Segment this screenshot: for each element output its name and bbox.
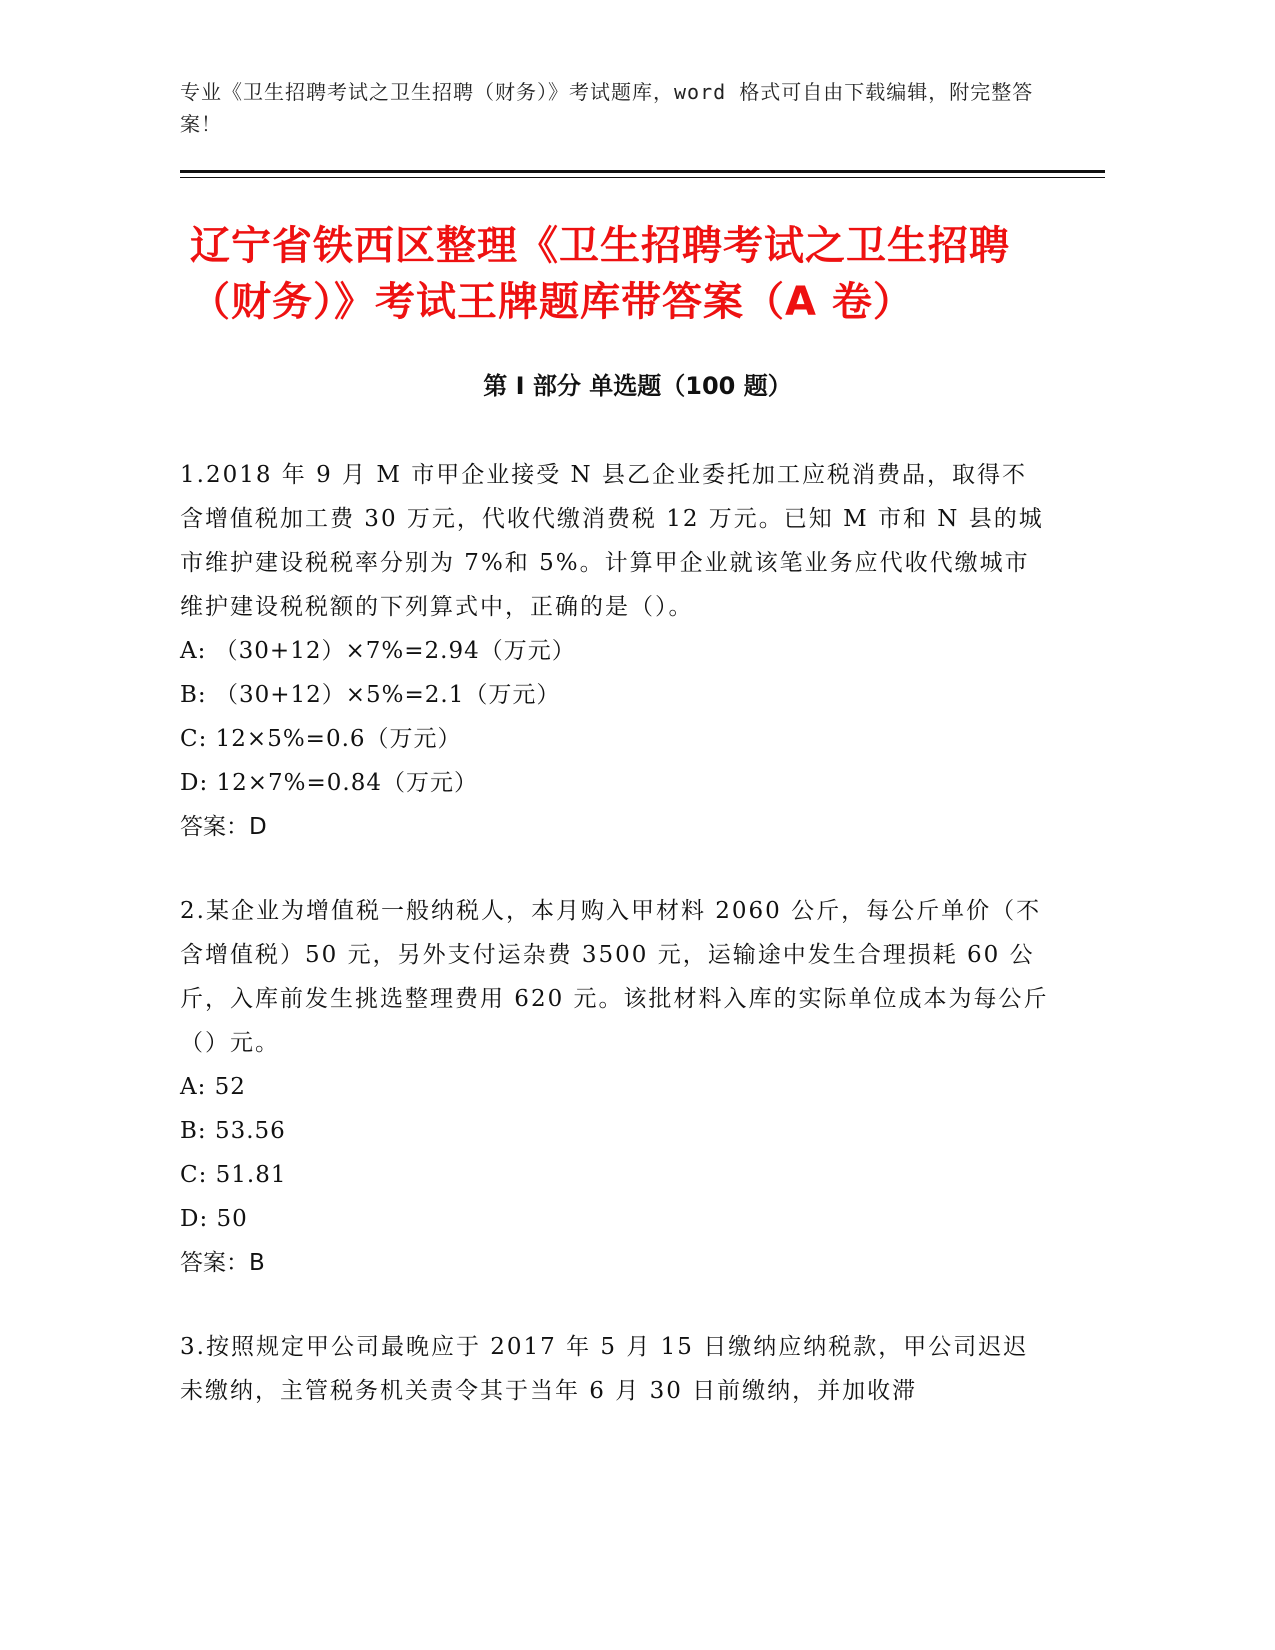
option-c: C: 12×5%=0.6（万元）	[180, 726, 462, 752]
header-rule-thick	[180, 170, 1105, 173]
question-2	[180, 889, 1050, 1285]
option-d: D: 12×7%=0.84（万元）	[180, 770, 479, 796]
option-b: B: （30+12）×5%=2.1（万元）	[180, 682, 561, 708]
section-heading: 第 I 部分 单选题（100 题）	[483, 372, 792, 400]
option-b: B: 53.56	[180, 1118, 286, 1144]
question-3	[180, 1325, 1050, 1413]
option-a: A: 52	[180, 1074, 246, 1100]
option-c: C: 51.81	[180, 1162, 287, 1188]
header-note: 专业《卫生招聘考试之卫生招聘（财务）》考试题库，word 格式可自由下载编辑，附完整答案！	[180, 80, 1034, 136]
header-rule-thin	[180, 177, 1105, 178]
answer: 答案：B	[180, 1250, 265, 1276]
question-stem: 3.按照规定甲公司最晚应于 2017 年 5 月 15 日缴纳应纳税款，甲公司迟迟未缴纳，主管税务机关责令其于当年 6 月 30 日前缴纳，并加收滞	[180, 1334, 1029, 1404]
question-stem: 2.某企业为增值税一般纳税人，本月购入甲材料 2060 公斤，每公斤单价（不含增值税）50 元，另外支付运杂费 3500 元，运输途中发生合理损耗 60 公斤，入库前发生挑选整理费用 620 元。该批材料入库的实际单位成本为每公斤（）元。	[180, 898, 1049, 1056]
answer: 答案：D	[180, 814, 267, 840]
option-d: D: 50	[180, 1206, 248, 1232]
option-a: A: （30+12）×7%=2.94（万元）	[180, 638, 576, 664]
question-1	[180, 453, 1050, 849]
question-stem: 1.2018 年 9 月 M 市甲企业接受 N 县乙企业委托加工应税消费品，取得不含增值税加工费 30 万元，代收代缴消费税 12 万元。已知 M 市和 N 县的城市维护建设税税率分别为 7%和 5%。计算甲企业就该笔业务应代收代缴城市维护建设税税额的下列算式中，正确的是（）。	[180, 462, 1044, 620]
document-title: 辽宁省铁西区整理《卫生招聘考试之卫生招聘（财务）》考试王牌题库带答案（A 卷）	[190, 223, 1010, 325]
